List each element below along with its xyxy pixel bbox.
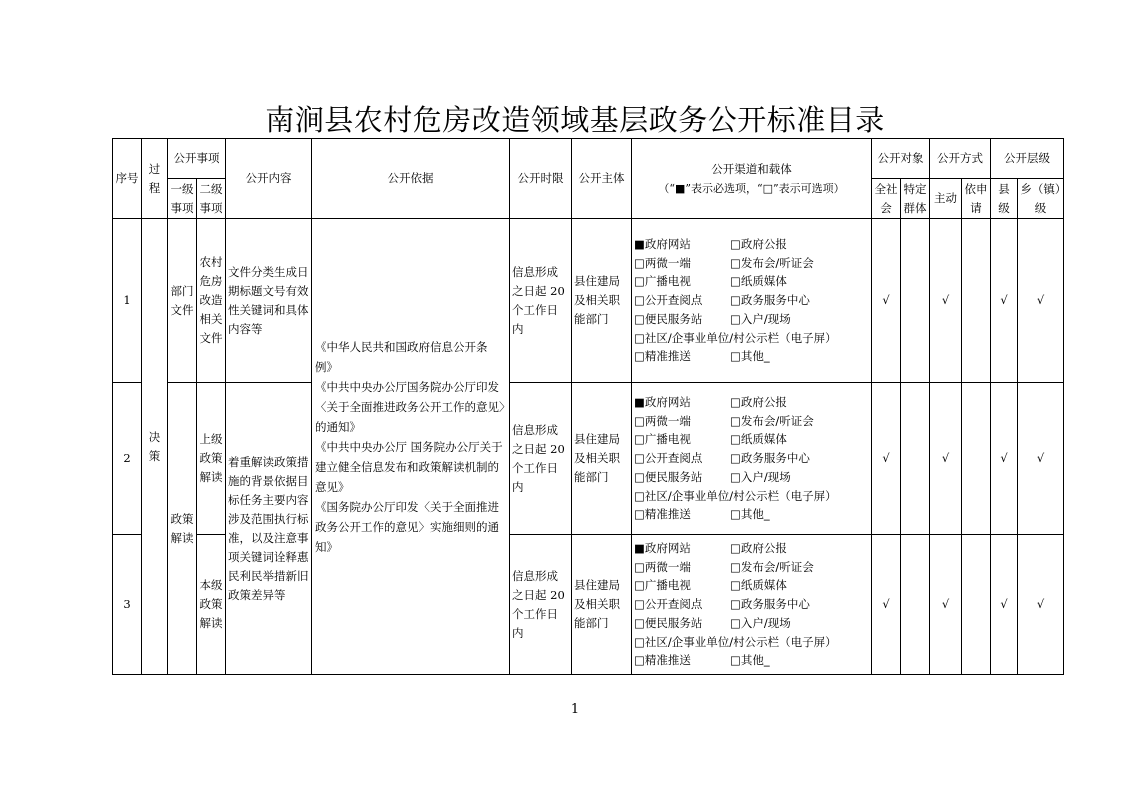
disclosure-table xyxy=(112,138,1064,675)
channel-option: □纸质媒体 xyxy=(730,274,787,289)
channel-row xyxy=(634,505,869,524)
channel-option: □精准推送 xyxy=(634,507,691,522)
channel-row xyxy=(634,291,869,310)
channel-row xyxy=(634,310,869,329)
row-seq: 3 xyxy=(113,535,142,675)
row-subject: 县住建局及相关职能部门 xyxy=(572,535,632,675)
channel-row xyxy=(634,487,869,506)
channel-option: □政府公报 xyxy=(730,395,787,410)
row-level-county: √ xyxy=(991,535,1018,675)
channel-option: □政府公报 xyxy=(730,541,787,556)
channel-row xyxy=(634,329,869,348)
channel-row xyxy=(634,633,869,652)
page-title: 南涧县农村危房改造领域基层政务公开标准目录 xyxy=(265,103,885,137)
table-row xyxy=(113,383,1064,535)
channel-row xyxy=(634,576,869,595)
channel-row xyxy=(634,235,869,254)
row-target-group xyxy=(901,383,930,535)
header-level-county: 县级 xyxy=(991,179,1018,219)
channel-option: □两微一端 xyxy=(634,255,691,270)
channel-row xyxy=(634,614,869,633)
channel-row xyxy=(634,651,869,670)
channel-option: □政务服务中心 xyxy=(730,597,810,612)
row-period: 信息形成之日起 20 个工作日内 xyxy=(510,535,572,675)
row-l2: 上级政策解读 xyxy=(197,383,226,535)
basis-cell xyxy=(312,219,510,675)
row-mode-active: √ xyxy=(930,219,962,383)
row-level-town: √ xyxy=(1018,383,1064,535)
channel-option: □政府公报 xyxy=(730,237,787,252)
header-channel-label: 公开渠道和载体 xyxy=(711,161,792,176)
row-target-all: √ xyxy=(872,219,901,383)
channel-option: □其他_ xyxy=(730,349,770,364)
header-mode-active: 主动 xyxy=(930,179,962,219)
channel-option: □公开查阅点 xyxy=(634,293,703,308)
channel-option: □政务服务中心 xyxy=(730,293,810,308)
channel-option: □公开查阅点 xyxy=(634,597,703,612)
row-target-group xyxy=(901,535,930,675)
row-target-all: √ xyxy=(872,535,901,675)
table-row xyxy=(113,219,1064,383)
row-period: 信息形成之日起 20 个工作日内 xyxy=(510,383,572,535)
channel-option: ■政府网站 xyxy=(634,541,691,556)
row-level-county: √ xyxy=(991,219,1018,383)
row-mode-request xyxy=(962,219,991,383)
page-number: 1 xyxy=(570,702,580,717)
header-level: 公开层级 xyxy=(991,139,1064,179)
channel-row xyxy=(634,595,869,614)
header-item-l1: 一级事项 xyxy=(168,179,197,219)
row-subject: 县住建局及相关职能部门 xyxy=(572,383,632,535)
row-l2: 农村危房改造相关文件 xyxy=(197,219,226,383)
channel-row xyxy=(634,430,869,449)
channel-option: □发布会/听证会 xyxy=(730,413,814,428)
channel-row xyxy=(634,412,869,431)
channel-option: □发布会/听证会 xyxy=(730,559,814,574)
basis-text: 《中华人民共和国政府信息公开条例》 《中共中央办公厅国务院办公厅印发〈关于全面推进政务公开工作的意见〉的通知》 《中共中央办公厅 国务院办公厅关于建立健全信息发布和政策解读机制的意见》 《国务院办公厅印发〈关于全面推进政务公开工作的意见〉实施细则的通知》 xyxy=(315,339,505,554)
channel-row xyxy=(634,449,869,468)
row-period: 信息形成之日起 20 个工作日内 xyxy=(510,219,572,383)
channel-option: □便民服务站 xyxy=(634,469,703,484)
header-level-town: 乡（镇）级 xyxy=(1018,179,1064,219)
row-level-town: √ xyxy=(1018,219,1064,383)
channel-option: □两微一端 xyxy=(634,413,691,428)
process-cell: 决策 xyxy=(142,219,168,675)
channel-option: □发布会/听证会 xyxy=(730,255,814,270)
row-mode-request xyxy=(962,535,991,675)
channel-row xyxy=(634,558,869,577)
channel-row xyxy=(634,393,869,412)
row-mode-active: √ xyxy=(930,383,962,535)
channel-option: □其他_ xyxy=(730,653,770,668)
channel-row xyxy=(634,347,869,366)
channel-option: □精准推送 xyxy=(634,653,691,668)
header-period: 公开时限 xyxy=(510,139,572,219)
channel-row xyxy=(634,539,869,558)
row-channels xyxy=(632,219,872,383)
policy-content: 着重解读政策措施的背景依据目标任务主要内容涉及范围执行标准，以及注意事项关键词诠释惠民利民举措新旧政策差异等 xyxy=(226,383,312,675)
header-target-group: 特定群体 xyxy=(901,179,930,219)
channel-option: □广播电视 xyxy=(634,432,691,447)
row-subject: 县住建局及相关职能部门 xyxy=(572,219,632,383)
row-channels xyxy=(632,383,872,535)
header-target: 公开对象 xyxy=(872,139,930,179)
header-content: 公开内容 xyxy=(226,139,312,219)
channel-option: □纸质媒体 xyxy=(730,432,787,447)
header-process: 过程 xyxy=(142,139,168,219)
channel-option: □入户/现场 xyxy=(730,469,791,484)
row-l1: 政策解读 xyxy=(168,383,197,675)
channel-option: □社区/企事业单位/村公示栏（电子屏） xyxy=(634,634,837,649)
channel-option: □入户/现场 xyxy=(730,615,791,630)
channel-option: □便民服务站 xyxy=(634,311,703,326)
header-target-all: 全社会 xyxy=(872,179,901,219)
header-mode-request: 依申请 xyxy=(962,179,991,219)
header-channel-note: （“■”表示必选项，“□”表示可选项） xyxy=(658,181,845,195)
header-mode: 公开方式 xyxy=(930,139,991,179)
channel-option: □两微一端 xyxy=(634,559,691,574)
channel-option: □纸质媒体 xyxy=(730,578,787,593)
row-mode-request xyxy=(962,383,991,535)
row-content: 文件分类生成日期标题文号有效性关键词和具体内容等 xyxy=(226,219,312,383)
channel-option: □政务服务中心 xyxy=(730,451,810,466)
channel-option: □公开查阅点 xyxy=(634,451,703,466)
row-target-all: √ xyxy=(872,383,901,535)
header-seq: 序号 xyxy=(113,139,142,219)
header-item-l2: 二级事项 xyxy=(197,179,226,219)
row-l2: 本级政策解读 xyxy=(197,535,226,675)
channel-row xyxy=(634,468,869,487)
channel-option: ■政府网站 xyxy=(634,237,691,252)
row-mode-active: √ xyxy=(930,535,962,675)
row-target-group xyxy=(901,219,930,383)
channel-option: □广播电视 xyxy=(634,274,691,289)
channel-option: □社区/企事业单位/村公示栏（电子屏） xyxy=(634,330,837,345)
channel-row xyxy=(634,272,869,291)
header-item: 公开事项 xyxy=(168,139,226,179)
channel-option: □入户/现场 xyxy=(730,311,791,326)
channel-option: ■政府网站 xyxy=(634,395,691,410)
channel-option: □精准推送 xyxy=(634,349,691,364)
row-seq: 2 xyxy=(113,383,142,535)
row-l1: 部门文件 xyxy=(168,219,197,383)
row-channels xyxy=(632,535,872,675)
row-level-town: √ xyxy=(1018,535,1064,675)
header-channel xyxy=(632,139,872,219)
header-subject: 公开主体 xyxy=(572,139,632,219)
channel-option: □其他_ xyxy=(730,507,770,522)
channel-option: □社区/企事业单位/村公示栏（电子屏） xyxy=(634,488,837,503)
channel-row xyxy=(634,254,869,273)
header-basis: 公开依据 xyxy=(312,139,510,219)
row-seq: 1 xyxy=(113,219,142,383)
channel-option: □便民服务站 xyxy=(634,615,703,630)
row-level-county: √ xyxy=(991,383,1018,535)
channel-option: □广播电视 xyxy=(634,578,691,593)
